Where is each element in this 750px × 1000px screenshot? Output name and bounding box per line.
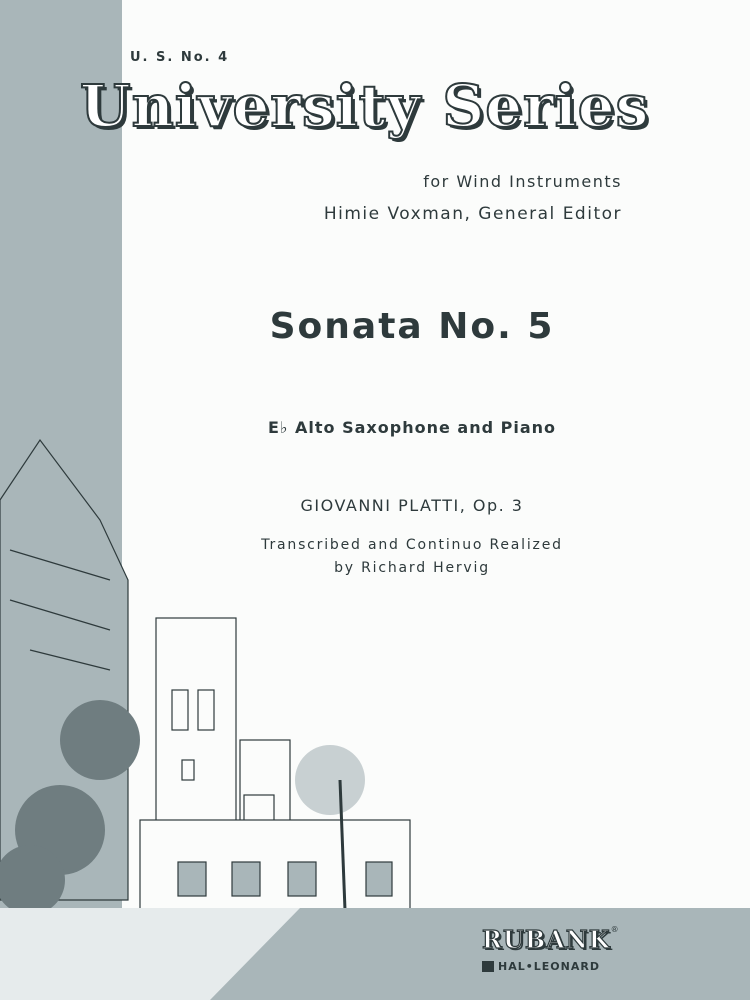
series-number: U. S. No. 4 [130, 50, 230, 65]
series-title: University Series [80, 72, 650, 140]
composer: GIOVANNI PLATTI, Op. 3 [300, 496, 524, 515]
hal-leonard-wordmark: HAL•LEONARD [498, 960, 600, 973]
series-subtitle: for Wind Instruments [423, 172, 622, 191]
rubank-logo: RUBANK® [482, 925, 619, 954]
instrumentation: E♭ Alto Saxophone and Piano [267, 418, 556, 437]
work-title: Sonata No. 5 [269, 306, 555, 347]
credit-line-2: by Richard Hervig [334, 560, 490, 576]
credit-line-1: Transcribed and Continuo Realized [261, 537, 563, 553]
hal-leonard-icon [482, 961, 494, 972]
general-editor: Himie Voxman, General Editor [323, 204, 622, 224]
rubank-wordmark: RUBANK [482, 925, 611, 954]
hal-leonard-logo [482, 960, 622, 973]
publisher-logo [482, 925, 622, 973]
